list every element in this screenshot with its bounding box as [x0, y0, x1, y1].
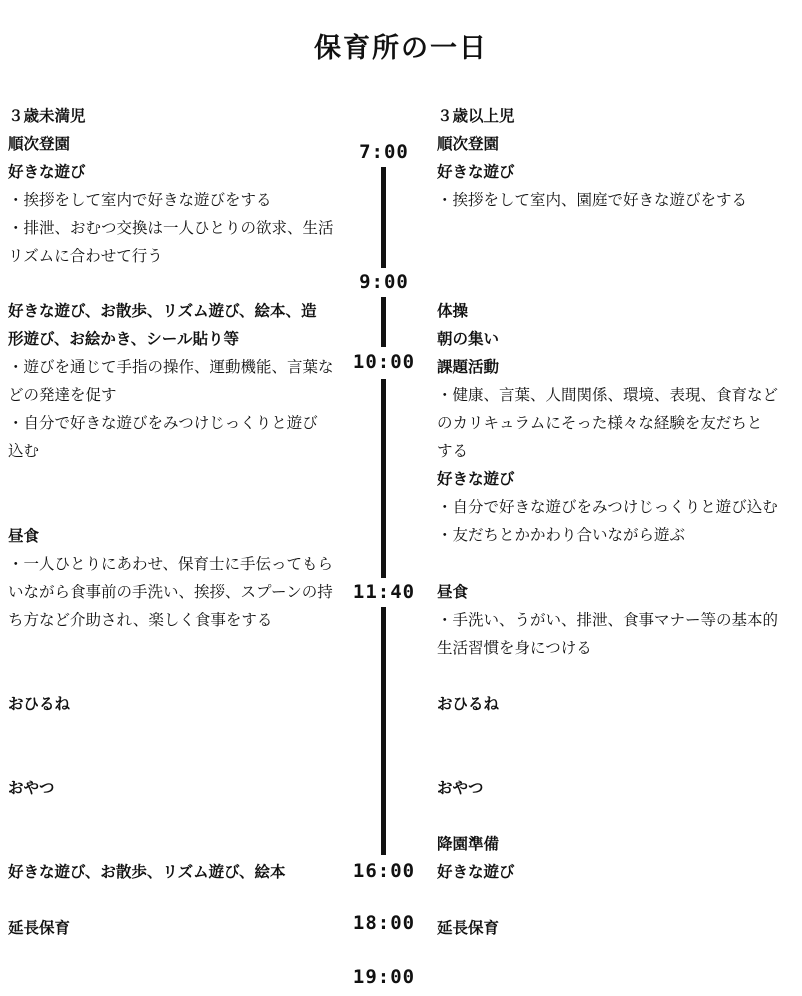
- left-activities-line-2: どの発達を促す: [8, 386, 117, 404]
- right-free-play: 好きな遊び: [437, 163, 515, 181]
- left-block-morning: [8, 102, 334, 270]
- page-title: 保育所の一日: [314, 33, 488, 64]
- left-free-play: 好きな遊び: [8, 163, 86, 181]
- left-heading: ３歳未満児: [8, 107, 86, 125]
- right-tasks-line-3: する: [437, 442, 469, 460]
- right-snack: おやつ: [437, 779, 484, 797]
- right-lunch-line-2: 生活習慣を身につける: [437, 639, 592, 657]
- time-label: 11:40: [352, 581, 416, 603]
- time-label: 10:00: [352, 351, 416, 373]
- right-play-line-1: ・自分で好きな遊びをみつけじっくりと遊び込む: [437, 498, 778, 516]
- right-block-lunch: [437, 578, 778, 662]
- time-label: 9:00: [359, 271, 409, 293]
- left-evening-play: 好きな遊び、お散歩、リズム遊び、絵本: [8, 863, 286, 881]
- left-morning-line-1: ・挨拶をして室内で好きな遊びをする: [8, 191, 272, 209]
- left-activities-line-3: ・自分で好きな遊びをみつけじっくりと遊び: [8, 414, 318, 432]
- timeline-segment: [381, 297, 386, 347]
- right-tasks-line-1: ・健康、言葉、人間関係、環境、表現、食育など: [437, 386, 779, 404]
- time-label: 19:00: [352, 966, 416, 988]
- right-going-home-prep: 降園準備: [437, 835, 500, 853]
- right-tasks-line-2: のカリキュラムにそった様々な経験を友だちと: [437, 414, 763, 432]
- right-block-morning: [437, 102, 747, 214]
- timeline-segment: [381, 379, 386, 578]
- right-tasks: 課題活動: [437, 358, 500, 376]
- time-label: 18:00: [352, 912, 416, 934]
- right-free-play-2: 好きな遊び: [437, 470, 515, 488]
- left-lunch-line-3: ち方など介助され、楽しく食事をする: [8, 611, 273, 629]
- left-snack: おやつ: [8, 779, 55, 797]
- timeline-segment: [381, 167, 386, 268]
- right-nap: おひるね: [437, 695, 500, 713]
- left-activities-heading-2: 形遊び、お絵かき、シール貼り等: [8, 330, 239, 348]
- left-activities-heading-1: 好きな遊び、お散歩、リズム遊び、絵本、造: [8, 302, 317, 320]
- right-exercise: 体操: [437, 302, 469, 320]
- right-lunch-heading: 昼食: [437, 583, 469, 601]
- left-arrival: 順次登園: [8, 135, 71, 153]
- time-label: 16:00: [352, 860, 416, 882]
- time-label: 7:00: [359, 141, 409, 163]
- left-nap: おひるね: [8, 695, 71, 713]
- left-activities-line-1: ・遊びを通じて手指の操作、運動機能、言葉な: [8, 358, 334, 376]
- right-evening-play: 好きな遊び: [437, 863, 515, 881]
- left-lunch-line-2: いながら食事前の手洗い、挨拶、スプーンの持: [8, 583, 333, 601]
- right-arrival: 順次登園: [437, 135, 500, 153]
- left-morning-line-2: ・排泄、おむつ交換は一人ひとりの欲求、生活: [8, 219, 334, 237]
- right-heading: ３歳以上児: [437, 107, 515, 125]
- timeline-segment: [381, 607, 386, 855]
- right-play-line-2: ・友だちとかかわり合いながら遊ぶ: [437, 526, 686, 544]
- left-morning-line-3: リズムに合わせて行う: [8, 247, 163, 265]
- left-block-activities: [8, 297, 334, 465]
- right-block-activities: [437, 297, 778, 549]
- left-extended-care: 延長保育: [8, 919, 71, 937]
- right-lunch-line-1: ・手洗い、うがい、排泄、食事マナー等の基本的: [437, 611, 779, 629]
- left-lunch-line-1: ・一人ひとりにあわせ、保育士に手伝ってもら: [8, 555, 334, 573]
- right-morning-line-1: ・挨拶をして室内、園庭で好きな遊びをする: [437, 191, 748, 209]
- left-activities-line-4: 込む: [8, 442, 40, 460]
- left-lunch-heading: 昼食: [8, 527, 40, 545]
- right-morning-assembly: 朝の集い: [437, 330, 500, 348]
- left-block-lunch: [8, 522, 333, 634]
- right-extended-care: 延長保育: [437, 919, 500, 937]
